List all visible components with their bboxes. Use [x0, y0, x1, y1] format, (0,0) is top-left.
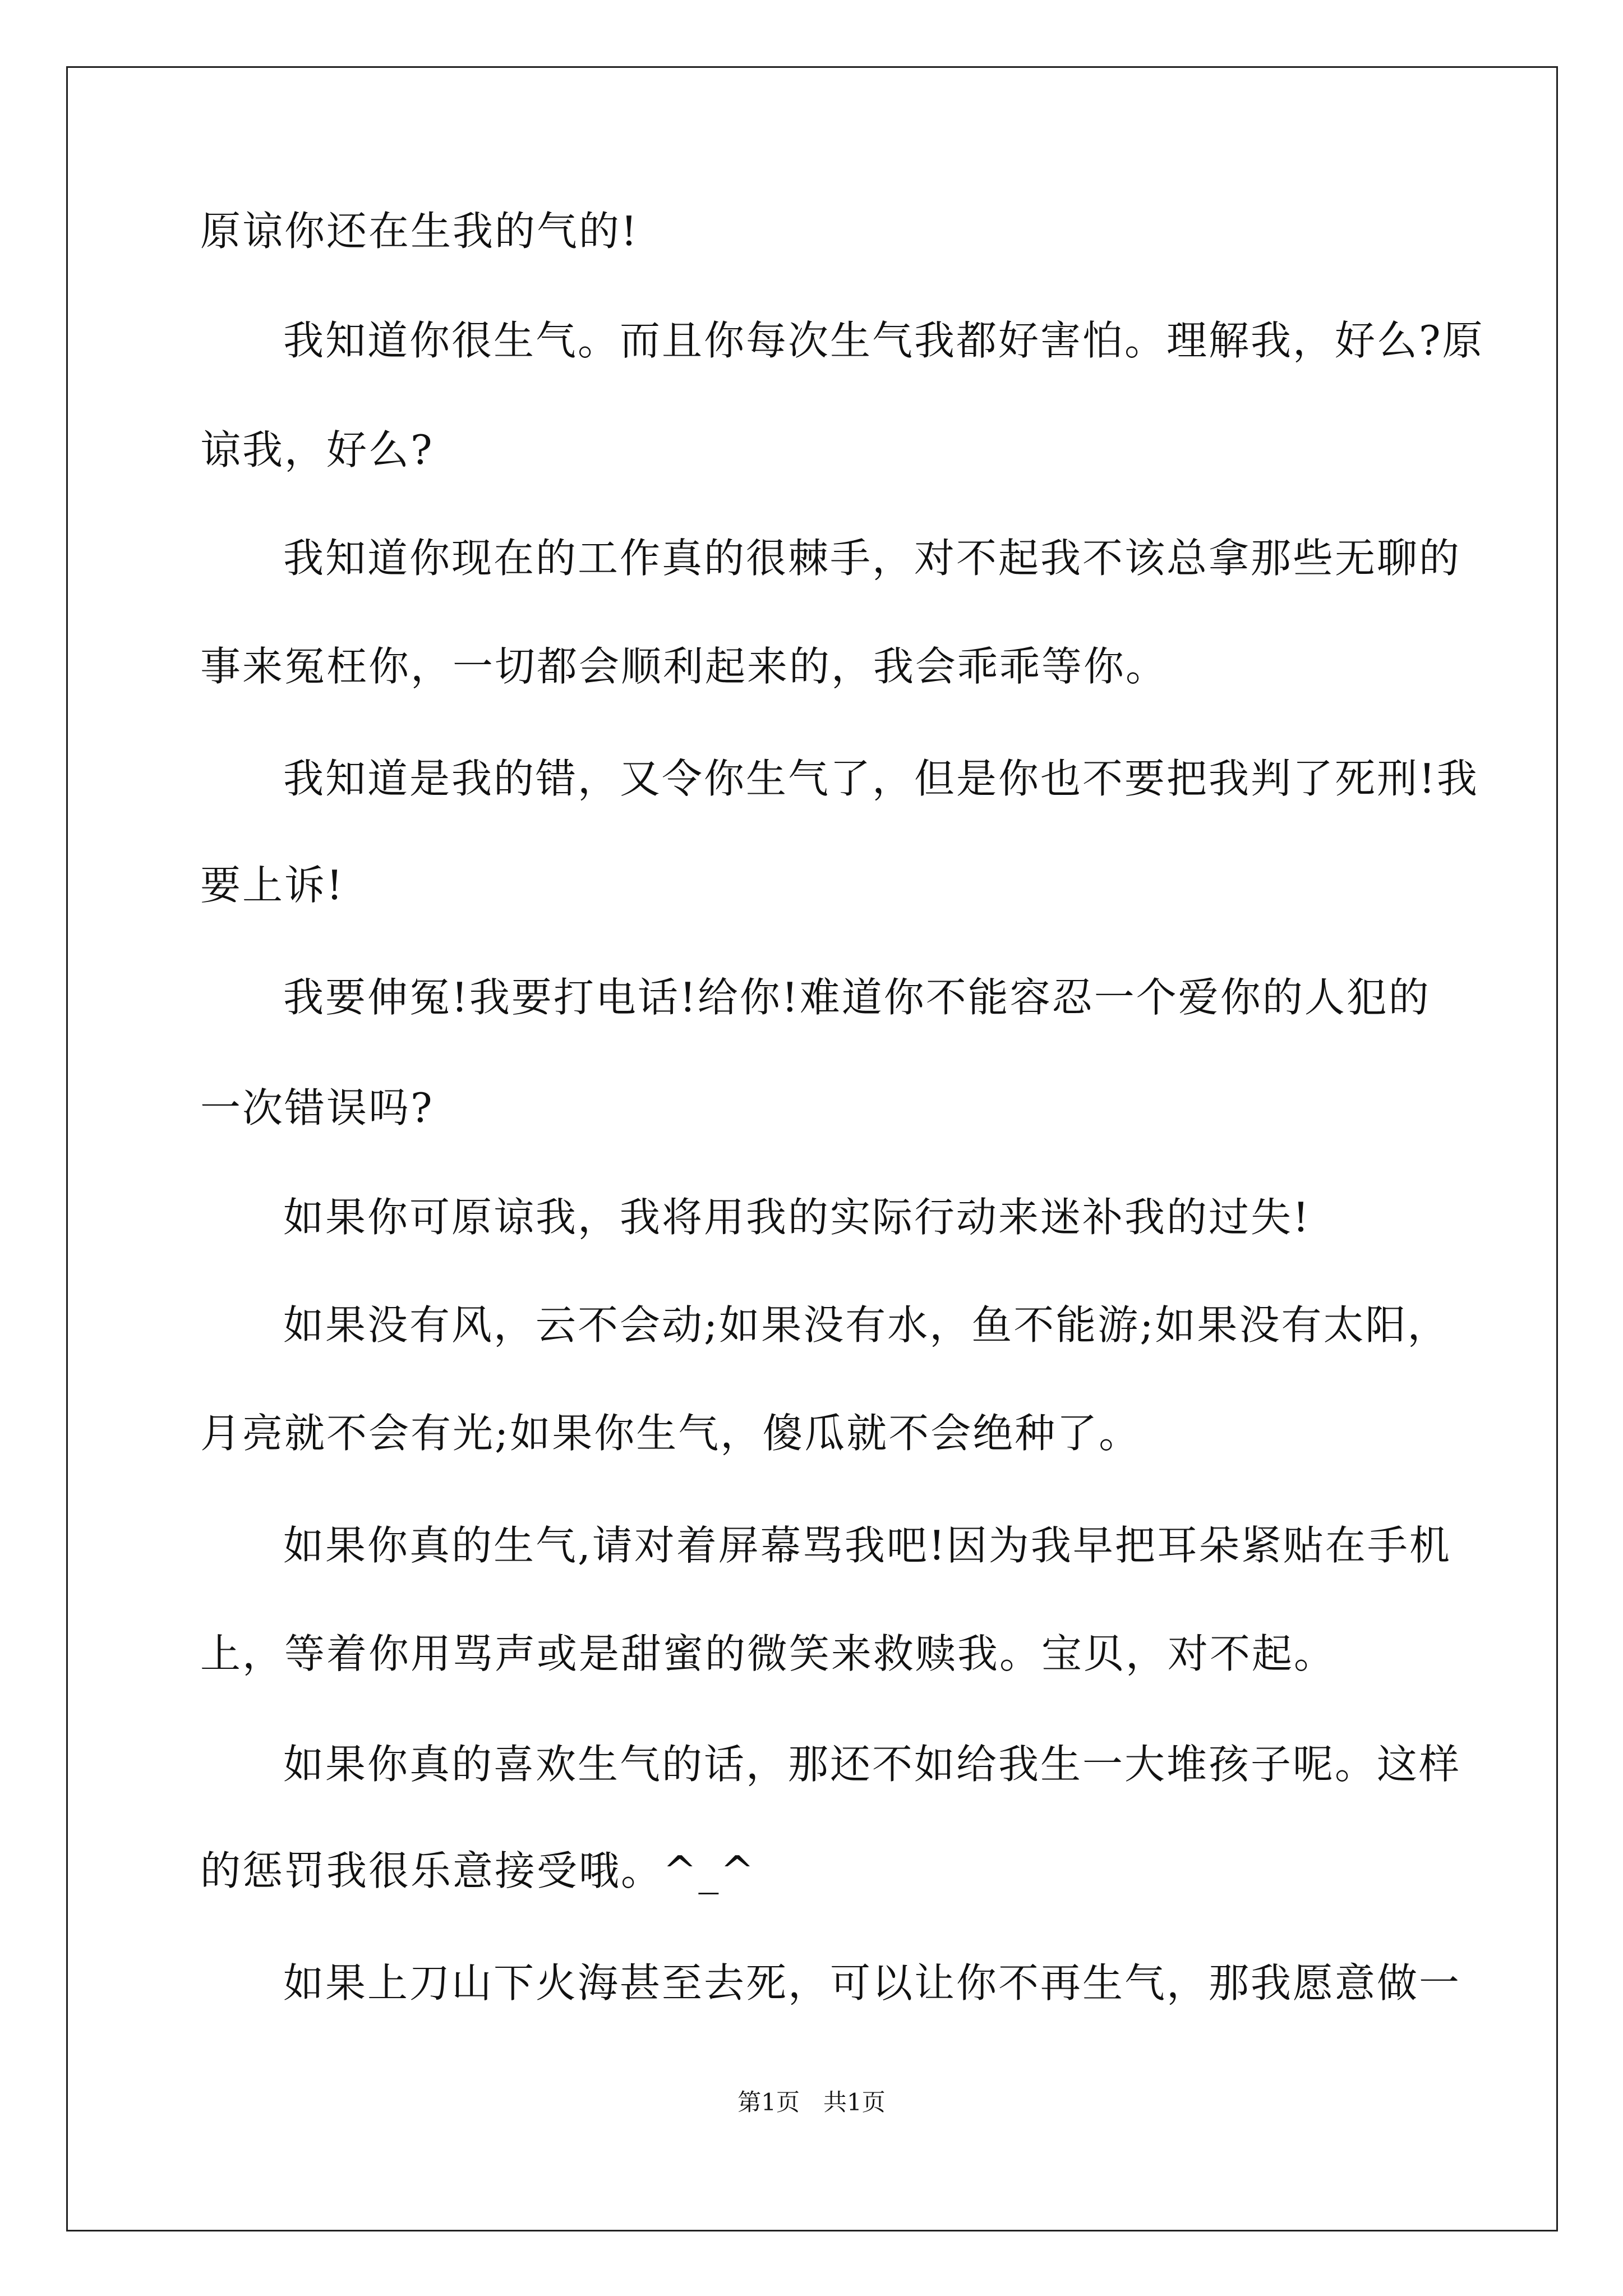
- text-line: 事来冤枉你，一切都会顺利起来的，我会乖乖等你。: [200, 643, 1168, 690]
- page-number-footer: 第1页 共1页: [737, 2088, 886, 2116]
- text-line: 的惩罚我很乐意接受哦。^_^: [200, 1847, 756, 1894]
- text-line: 如果你可原谅我，我将用我的实际行动来迷补我的过失!: [283, 1194, 1311, 1241]
- text-line: 如果你真的生气,请对着屏幕骂我吧!因为我早把耳朵紧贴在手机: [283, 1522, 1451, 1569]
- text-line: 谅我，好么?: [200, 426, 434, 473]
- text-line: 原谅你还在生我的气的!: [200, 208, 639, 255]
- text-line: 我知道你很生气。而且你每次生气我都好害怕。理解我，好么?原: [283, 317, 1484, 364]
- text-line: 如果上刀山下火海甚至去死，可以让你不再生气，那我愿意做一: [283, 1959, 1461, 2007]
- page-border: [66, 66, 1558, 2231]
- text-line: 一次错误吗?: [200, 1084, 434, 1131]
- text-line: 月亮就不会有光;如果你生气，傻瓜就不会绝种了。: [200, 1410, 1141, 1457]
- text-line: 我知道是我的错，又令你生气了，但是你也不要把我判了死刑!我: [283, 755, 1479, 802]
- text-line: 上，等着你用骂声或是甜蜜的微笑来救赎我。宝贝，对不起。: [200, 1630, 1336, 1677]
- text-line: 如果没有风，云不会动;如果没有水，鱼不能游;如果没有太阳，: [283, 1301, 1450, 1349]
- text-line: 我知道你现在的工作真的很棘手，对不起我不该总拿那些无聊的: [283, 535, 1461, 582]
- text-line: 我要伸冤!我要打电话!给你!难道你不能容忍一个爱你的人犯的: [283, 974, 1431, 1021]
- text-line: 要上诉!: [200, 862, 344, 909]
- text-line: 如果你真的喜欢生气的话，那还不如给我生一大堆孩子呢。这样: [283, 1741, 1461, 1788]
